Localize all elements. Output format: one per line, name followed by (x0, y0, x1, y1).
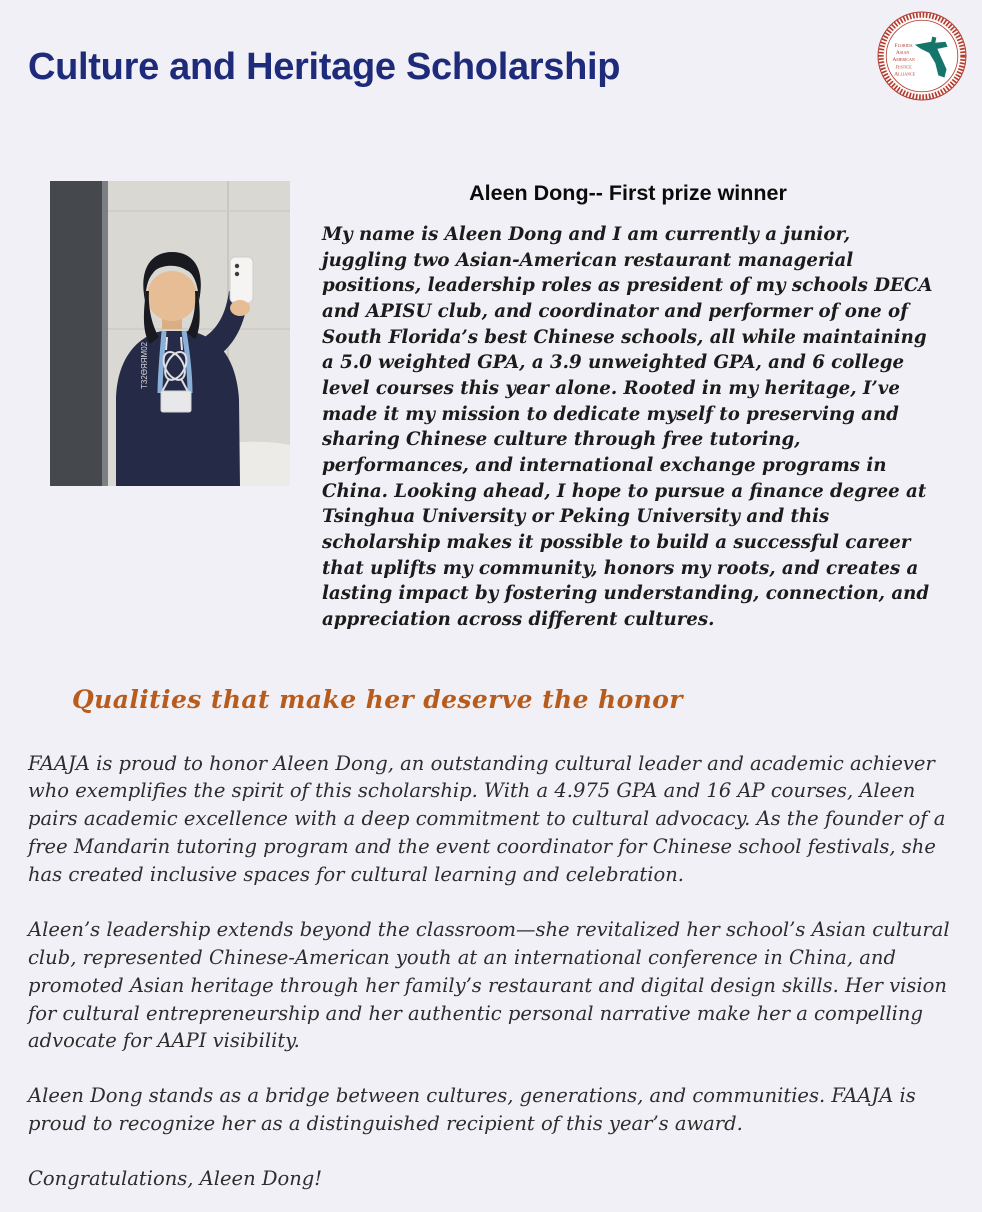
phone (230, 257, 253, 303)
winner-bio: My name is Aleen Dong and I am currently a junior, juggling two Asian-American restaurant managerial positions, leadership roles as president of my schools DECA and APISU club, and coordinator and performer of one of South Florida’s best Chinese schools, all while maintaining a 5.0 weighted GPA, a 3.9 unweighted GPA, and 6 college level courses this year alone. Rooted in my heritage, I’ve made it my mission to dedicate myself to preserving and sharing Chinese culture through free tutoring, performances, and international exchange programs in China. Looking ahead, I hope to pursue a finance degree at Tsinghua University or Peking University and this scholarship makes it possible to build a successful career that uplifts my community, honors my roots, and creates a lasting impact by fostering understanding, connection, and appreciation across different cultures. (322, 224, 933, 630)
winner-heading: Aleen Dong-- First prize winner (469, 181, 787, 205)
qualities-paragraph-3: Aleen Dong stands as a bridge between cultures, generations, and communities. FAAJA is proud to recognize her as a distinguished recipient of this year’s award. (28, 1084, 916, 1136)
congratulations-line: Congratulations, Aleen Dong! (28, 1167, 323, 1190)
hoodie-text: T32ƟЯЯM02 (140, 341, 149, 389)
qualities-paragraph-2: Aleen’s leadership extends beyond the classroom—she revitalized her school’s Asian cultural club, represented Chinese-American youth at an international conference in China, and promoted Asian heritage through her family’s restaurant and digital design skills. Her vision for cultural entrepreneurship and her authentic personal narrative make her a compelling advocate for AAPI visibility. (28, 917, 950, 1053)
stall-door (50, 181, 106, 486)
svg-text:Asian: Asian (895, 49, 910, 56)
svg-text:Alliance: Alliance (894, 71, 916, 78)
winner-photo (50, 181, 290, 486)
svg-text:Florida: Florida (894, 42, 913, 49)
hand (230, 300, 250, 316)
page-title: Culture and Heritage Scholarship (28, 46, 621, 88)
faaja-logo (876, 10, 968, 102)
winner-section (50, 181, 982, 633)
svg-text:American: American (892, 57, 915, 64)
id-badge (161, 391, 191, 412)
qualities-heading: Qualities that make her deserve the honor (72, 684, 683, 714)
winner-content (322, 181, 934, 633)
faaja-logo-seal (876, 10, 968, 102)
winner-photo-illustration (50, 181, 290, 486)
qualities-body (28, 750, 954, 1193)
svg-text:Justice: Justice (895, 64, 912, 71)
qualities-paragraph-1: FAAJA is proud to honor Aleen Dong, an outstanding cultural leader and academic achiever who exemplifies the spirit of this scholarship. With a 4.975 GPA and 16 AP courses, Aleen pairs academic excellence with a deep commitment to cultural advocacy. As the founder of a free Mandarin tutoring program and the event coordinator for Chinese school festivals, she has created inclusive spaces for cultural learning and celebration. (28, 751, 946, 886)
face (147, 271, 197, 321)
logo-text (892, 43, 915, 78)
